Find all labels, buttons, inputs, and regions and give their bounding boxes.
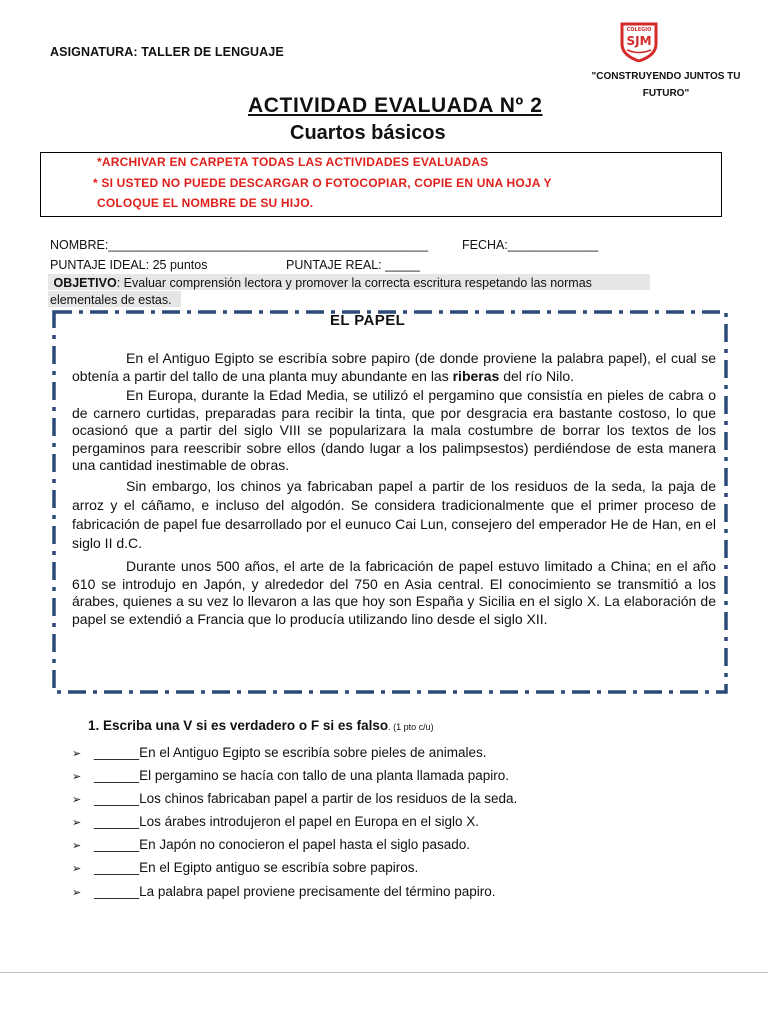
question-item[interactable] xyxy=(72,837,470,852)
arrow-bullet-icon: ➢ xyxy=(72,887,82,899)
answer-blank[interactable]: ______ xyxy=(94,745,140,760)
warning-line-1: *ARCHIVAR EN CARPETA TODAS LAS ACTIVIDADES EVALUADAS xyxy=(97,155,489,169)
motto-line-1: "CONSTRUYENDO JUNTOS TU xyxy=(591,71,741,82)
answer-blank[interactable]: ______ xyxy=(94,884,140,899)
arrow-bullet-icon: ➢ xyxy=(72,840,82,852)
arrow-bullet-icon: ➢ xyxy=(72,863,82,875)
arrow-bullet-icon: ➢ xyxy=(72,771,82,783)
subject-label: ASIGNATURA: TALLER DE LENGUAJE xyxy=(50,45,284,59)
p1-text-a: En el Antiguo Egipto se escribía sobre papiro (de donde proviene la palabra papel), el cual se obtenía a partir del tallo de una planta muy abundante en las xyxy=(72,350,716,384)
question-points: . (1 pto c/u) xyxy=(388,722,434,732)
logo-top-text: COLEGIO xyxy=(626,27,652,33)
motto-line-2: FUTURO" xyxy=(642,88,690,99)
instructions-box xyxy=(40,152,722,217)
question-text: En el Egipto antiguo se escribía sobre papiros. xyxy=(139,860,419,875)
question-text: En Japón no conocieron el papel hasta el siglo pasado. xyxy=(139,837,471,852)
question-item[interactable] xyxy=(72,768,509,783)
article-paragraph-2 xyxy=(72,387,716,475)
p1-text-b: del río Nilo. xyxy=(499,367,575,384)
answer-blank[interactable]: ______ xyxy=(94,814,140,829)
answer-blank[interactable]: ______ xyxy=(94,768,140,783)
arrow-bullet-icon: ➢ xyxy=(72,817,82,829)
warning-line-3: COLOQUE EL NOMBRE DE SU HIJO. xyxy=(97,196,314,210)
answer-blank[interactable]: ______ xyxy=(94,791,140,806)
activity-title: ACTIVIDAD EVALUADA Nº 2 xyxy=(248,94,543,117)
date-field[interactable]: FECHA:_____________ xyxy=(462,238,599,252)
p2-text: En Europa, durante la Edad Media, se utilizó el pergamino que consistía en pieles de cabra o de carnero curtidas, preparadas para recibir la tinta, que por desgracia era bastante costoso, lo que ocasionó que a partir del siglo VIII se popularizara la mala costumbre de borrar los textos de los pergaminos para reescribir sobre ellos (dando lugar a los palimpsestos) perdiéndose de esta manera una cantidad inestimable de obras. xyxy=(72,387,716,474)
question-title xyxy=(88,718,434,733)
answer-blank[interactable]: ______ xyxy=(94,837,140,852)
question-text: Los chinos fabricaban papel a partir de los residuos de la seda. xyxy=(139,791,518,806)
question-text: En el Antiguo Egipto se escribía sobre pieles de animales. xyxy=(139,745,487,760)
question-item[interactable] xyxy=(72,791,517,806)
grade-subtitle: Cuartos básicos xyxy=(290,122,446,144)
question-text: La palabra papel proviene precisamente del término papiro. xyxy=(139,884,496,899)
question-item[interactable] xyxy=(72,814,479,829)
school-motto xyxy=(584,68,748,102)
objective-label: OBJETIVO xyxy=(53,276,117,290)
question-text: Los árabes introdujeron el papel en Europa en el siglo X. xyxy=(139,814,480,829)
page-bottom-divider xyxy=(0,972,768,973)
ideal-score: PUNTAJE IDEAL: 25 puntos xyxy=(50,258,208,272)
p4-text: Durante unos 500 años, el arte de la fabricación de papel estuvo limitado a China; en el año 610 se introdujo en Japón, y alrededor del 750 en Asia central. El conocimiento se transmitió a los árabes, quienes a su vez lo llevaron a las que hoy son España y Sicilia en el siglo X. La elaboración de papel se extendió a Francia que lo producía utilizando lino desde el siglo XII. xyxy=(72,558,716,627)
arrow-bullet-icon: ➢ xyxy=(72,794,82,806)
article-paragraph-3 xyxy=(72,477,716,553)
article-paragraph-4 xyxy=(72,558,716,628)
article-paragraph-1 xyxy=(72,350,716,385)
arrow-bullet-icon: ➢ xyxy=(72,748,82,760)
question-item[interactable] xyxy=(72,884,496,899)
objective xyxy=(50,275,660,309)
question-text: El pergamino se hacía con tallo de una planta llamada papiro. xyxy=(139,768,510,783)
school-logo xyxy=(618,20,660,62)
warning-line-2: * SI USTED NO PUEDE DESCARGAR O FOTOCOPIAR, COPIE EN UNA HOJA Y xyxy=(93,176,552,190)
question-item[interactable] xyxy=(72,860,418,875)
p1-bold-word: riberas xyxy=(452,367,500,384)
real-score-field[interactable]: PUNTAJE REAL: _____ xyxy=(286,258,420,272)
answer-blank[interactable]: ______ xyxy=(94,860,140,875)
question-title-text: 1. Escriba una V si es verdadero o F si es falso xyxy=(88,718,389,733)
p3-text: Sin embargo, los chinos ya fabricaban papel a partir de los residuos de la seda, la paja de arroz y el cáñamo, e incluso del algodón. Se considera tradicionalmente que el primer proceso de fabricación de papel fue desarrollado por el eunuco Cai Lun, consejero del emperador He de Han, en el siglo II d.C. xyxy=(72,478,716,551)
logo-text: SJM xyxy=(626,34,652,48)
name-field[interactable]: NOMBRE:______________________________________________ xyxy=(50,238,429,252)
article-title: EL PAPEL xyxy=(330,312,406,329)
question-item[interactable] xyxy=(72,745,487,760)
objective-text: : Evaluar comprensión lectora y promover la correcta escritura respetando las normas elementales de estas. xyxy=(50,276,592,307)
